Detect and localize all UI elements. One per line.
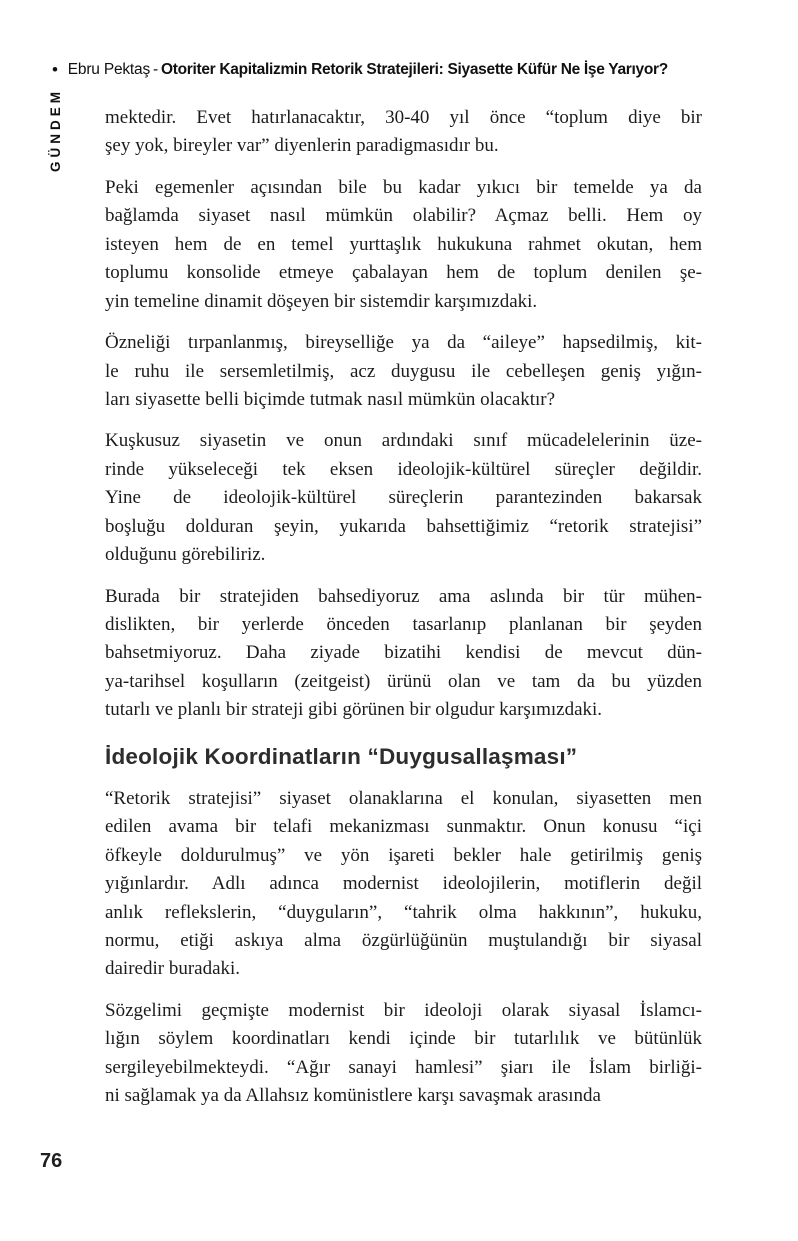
text-line: anlık reflekslerin, “duyguların”, “tahrik olma hakkının”, hukuku, [105,901,702,923]
paragraph [105,997,702,1111]
text-line: bahsetmiyoruz. Daha ziyade bizatihi kendisi de mevcut dün- [105,642,702,664]
section-label-vertical: GÜNDEM [48,88,63,172]
text-line: Kuşkusuz siyasetin ve onun ardındaki sınıf mücadelelerinin üze- [105,430,702,452]
text-line: Peki egemenler açısından bile bu kadar yıkıcı bir temelde ya da [105,176,702,198]
text-line: yin temeline dinamit döşeyen bir sistemdir karşımızdaki. [105,290,538,312]
text-line: dairedir buradaki. [105,958,241,980]
text-line: ya-tarihsel koşulların (zeitgeist) ürünü olan ve tam da bu yüzden [105,670,702,692]
text-line: öfkeyle doldurulmuş” ve yön işareti bekler hale getirilmiş geniş [105,844,702,866]
text-line: bağlamda siyaset nasıl mümkün olabilir? Açmaz belli. Hem oy [105,205,702,227]
text-line: tutarlı ve planlı bir strateji gibi görünen bir olgudur karşımızdaki. [105,699,603,721]
paragraph [105,583,702,725]
paragraph [105,427,702,569]
text-line: “Retorik stratejisi” siyaset olanaklarına el konulan, siyasetten men [105,787,702,809]
paragraph [105,104,702,161]
text-line: olduğunu görebiliriz. [105,544,266,566]
text-line: Sözgelimi geçmişte modernist bir ideoloji olarak siyasal İslamcı- [105,999,702,1021]
section-heading: İdeolojik Koordinatların “Duygusallaşması” [105,743,578,769]
article-body [105,104,702,1124]
running-head-title: Otoriter Kapitalizmin Retorik Stratejileri: Siyasette Küfür Ne İşe Yarıyor? [160,61,668,78]
paragraph [105,785,702,984]
text-line: Özneliği tırpanlanmış, bireyselliğe ya da “aileye” hapsedilmiş, kit- [105,332,702,354]
text-line: ni sağlamak ya da Allahsız komünistlere karşı savaşmak arasında [105,1085,601,1107]
page-number: 76 [40,1150,63,1172]
text-line: Yine de ideolojik-kültürel süreçlerin parantezinden bakarsak [105,487,702,509]
text-line: Burada bir stratejiden bahsediyoruz ama aslında bir tür mühen- [105,585,702,607]
text-line: ları siyasette belli biçimde tutmak nasıl mümkün olacaktır? [105,388,556,410]
running-head-author: Ebru Pektaş [67,61,150,78]
text-line: edilen avama bir telafi mekanizması sunmaktır. Onun konusu “içi [105,816,702,838]
bullet-icon: • [52,60,58,79]
paragraph [105,174,702,316]
text-line: mektedir. Evet hatırlanacaktır, 30-40 yıl önce “toplum diye bir [105,107,702,128]
paragraph [105,329,702,414]
text-line: sergileyebilmekteydi. “Ağır sanayi hamlesi” şiarı ile İslam birliği- [105,1056,702,1078]
text-line: boşluğu dolduran şeyin, yukarıda bahsettiğimiz “retorik stratejisi” [105,515,702,537]
text-line: toplumu konsolide etmeye çabalayan hem de toplum denilen şe- [105,262,702,284]
text-line: lığın söylem koordinatları kendi içinde bir tutarlılık ve bütünlük [105,1028,702,1050]
text-line: le ruhu ile sersemletilmiş, acz duygusu ile cebelleşen geniş yığın- [105,360,702,382]
running-head-separator: - [153,61,158,78]
text-line: yığınlardır. Adlı adınca modernist ideolojilerin, motiflerin değil [105,873,702,895]
text-line: isteyen hem de en temel yurttaşlık hukukuna rahmet okutan, hem [105,233,702,255]
text-line: dislikten, bir yerlerde önceden tasarlanıp planlanan bir şeyden [105,614,702,635]
text-line: normu, etiği askıya alma özgürlüğünün muştulandığı bir siyasal [105,929,702,951]
text-line: şey yok, bireyler var” diyenlerin paradigmasıdır bu. [105,135,499,157]
text-line: rinde yükseleceği tek eksen ideolojik-kültürel süreçler değildir. [105,458,702,480]
running-head [52,60,772,80]
